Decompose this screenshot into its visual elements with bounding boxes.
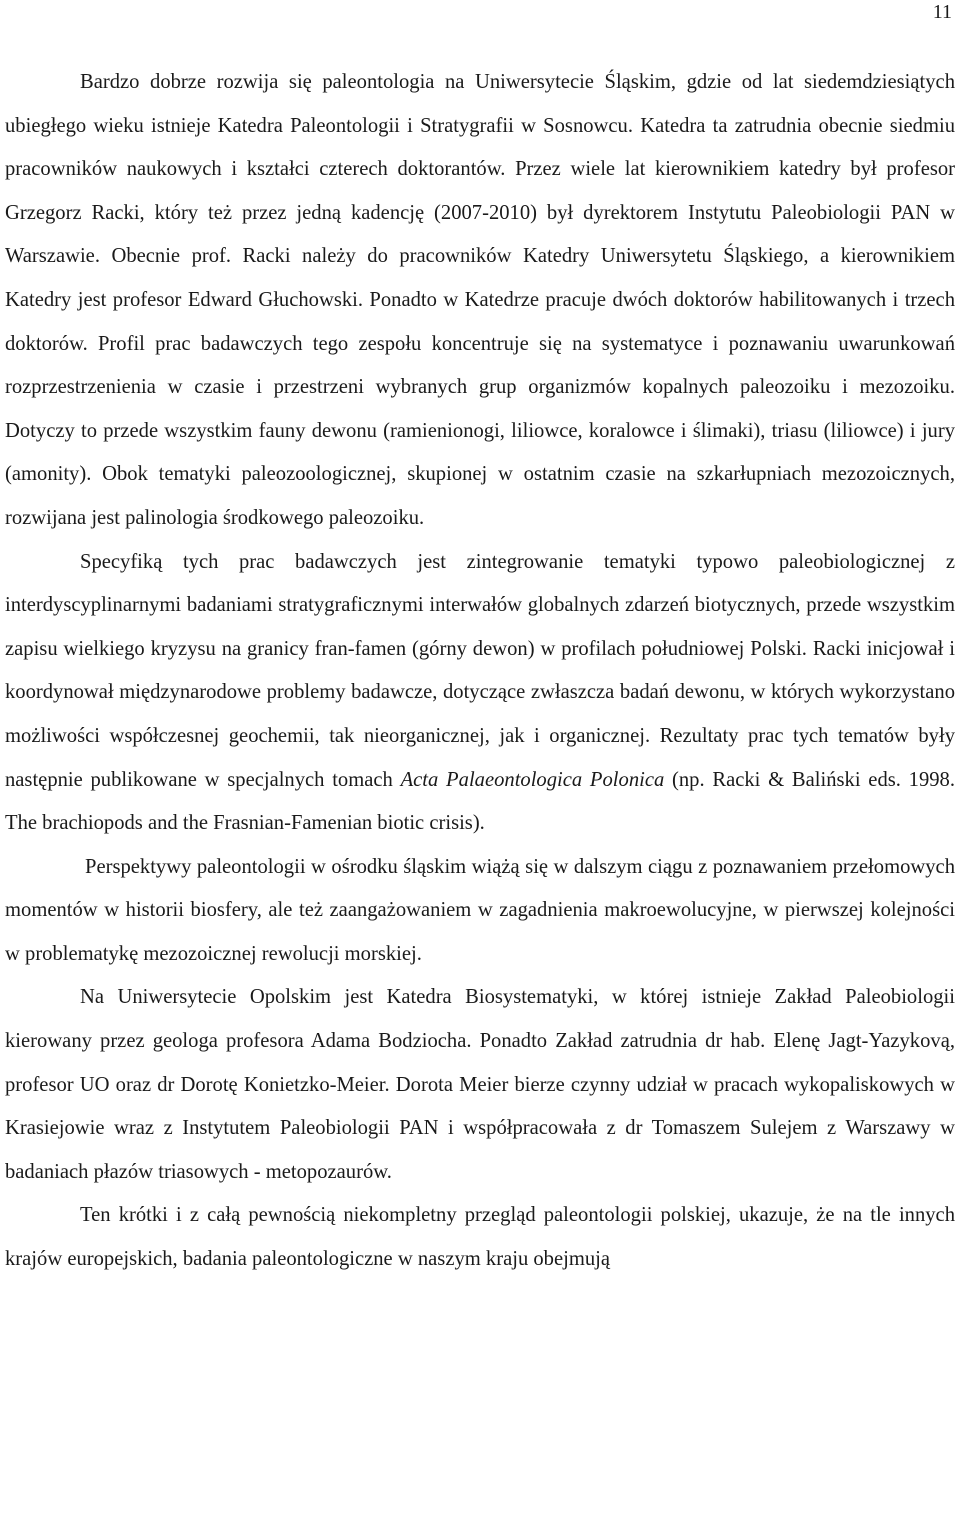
paragraph-specificity xyxy=(5,541,955,846)
document-body xyxy=(5,61,955,1282)
paragraph-opole: Na Uniwersytecie Opolskim jest Katedra Biosystematyki, w której istnieje Zakład Paleobiologii kierowany przez geologa profesora Adama Bodziocha. Ponadto Zakład zatrudnia dr hab. Elenę Jagt-Yazykovą, profesor UO oraz dr Dorotę Konietzko-Meier. Dorota Meier bierze czynny udział w pracach wykopaliskowych w Krasiejowie wraz z Instytutem Paleobiologii PAN i współpracowała z dr Tomaszem Sulejem z Warszawy w badaniach płazów triasowych - metopozaurów. xyxy=(5,986,955,1183)
paragraph-perspectives: Perspektywy paleontologii w ośrodku śląskim wiążą się w dalszym ciągu z poznawaniem przełomowych momentów w historii biosfery, ale też zaangażowaniem w zagadnienia makroewolucyjne, w pierwszej kolejności w problematykę mezozoicznej rewolucji morskiej. xyxy=(5,855,955,965)
journal-title: Acta Palaeontologica Polonica xyxy=(400,768,665,791)
paragraph-summary: Ten krótki i z całą pewnością niekompletny przegląd paleontologii polskiej, ukazuje, że na tle innych krajów europejskich, badania paleontologiczne w naszym kraju obejmują xyxy=(5,1204,955,1271)
paragraph-specificity-text-end: (np. Racki & Baliński eds. 1998. The brachiopods and the Frasnian-Famenian biotic crisis). xyxy=(5,768,955,835)
page-number: 11 xyxy=(932,1,952,23)
paragraph-silesia: Bardzo dobrze rozwija się paleontologia na Uniwersytecie Śląskim, gdzie od lat siedemdziesiątych ubiegłego wieku istnieje Katedra Paleontologii i Stratygrafii w Sosnowcu. Katedra ta zatrudnia obecnie siedmiu pracowników naukowych i kształci czterech doktorantów. Przez wiele lat kierownikiem katedry był profesor Grzegorz Racki, który też przez jedną kadencję (2007-2010) był dyrektorem Instytutu Paleobiologii PAN w Warszawie. Obecnie prof. Racki należy do pracowników Katedry Uniwersytetu Śląskiego, a kierownikiem Katedry jest profesor Edward Głuchowski. Ponadto w Katedrze pracuje dwóch doktorów habilitowanych i trzech doktorów. Profil prac badawczych tego zespołu koncentruje się na systematyce i poznawaniu uwarunkowań rozprzestrzenienia w czasie i przestrzeni wybranych grup organizmów kopalnych paleozoiku i mezozoiku. Dotyczy to przede wszystkim fauny dewonu (ramienionogi, liliowce, koralowce i ślimaki), triasu (liliowce) i jury (amonity). Obok tematyki paleozoologicznej, skupionej w ostatnim czasie na szkarłupniach mezozoicznych, rozwijana jest palinologia środkowego paleozoiku. xyxy=(5,71,955,529)
paragraph-specificity-text: Specyfiką tych prac badawczych jest zintegrowanie tematyki typowo paleobiologicznej z interdyscyplinarnymi badaniami stratygraficznymi interwałów globalnych zdarzeń biotycznych, przede wszystkim zapisu wielkiego kryzysu na granicy fran-famen (górny dewon) w profilach południowej Polski. Racki inicjował i koordynował międzynarodowe problemy badawcze, dotyczące zwłaszcza badań dewonu, w których wykorzystano możliwości współczesnej geochemii, tak nieorganicznej, jak i organicznej. Rezultaty prac tych tematów były następnie publikowane w specjalnych tomach xyxy=(5,550,955,791)
